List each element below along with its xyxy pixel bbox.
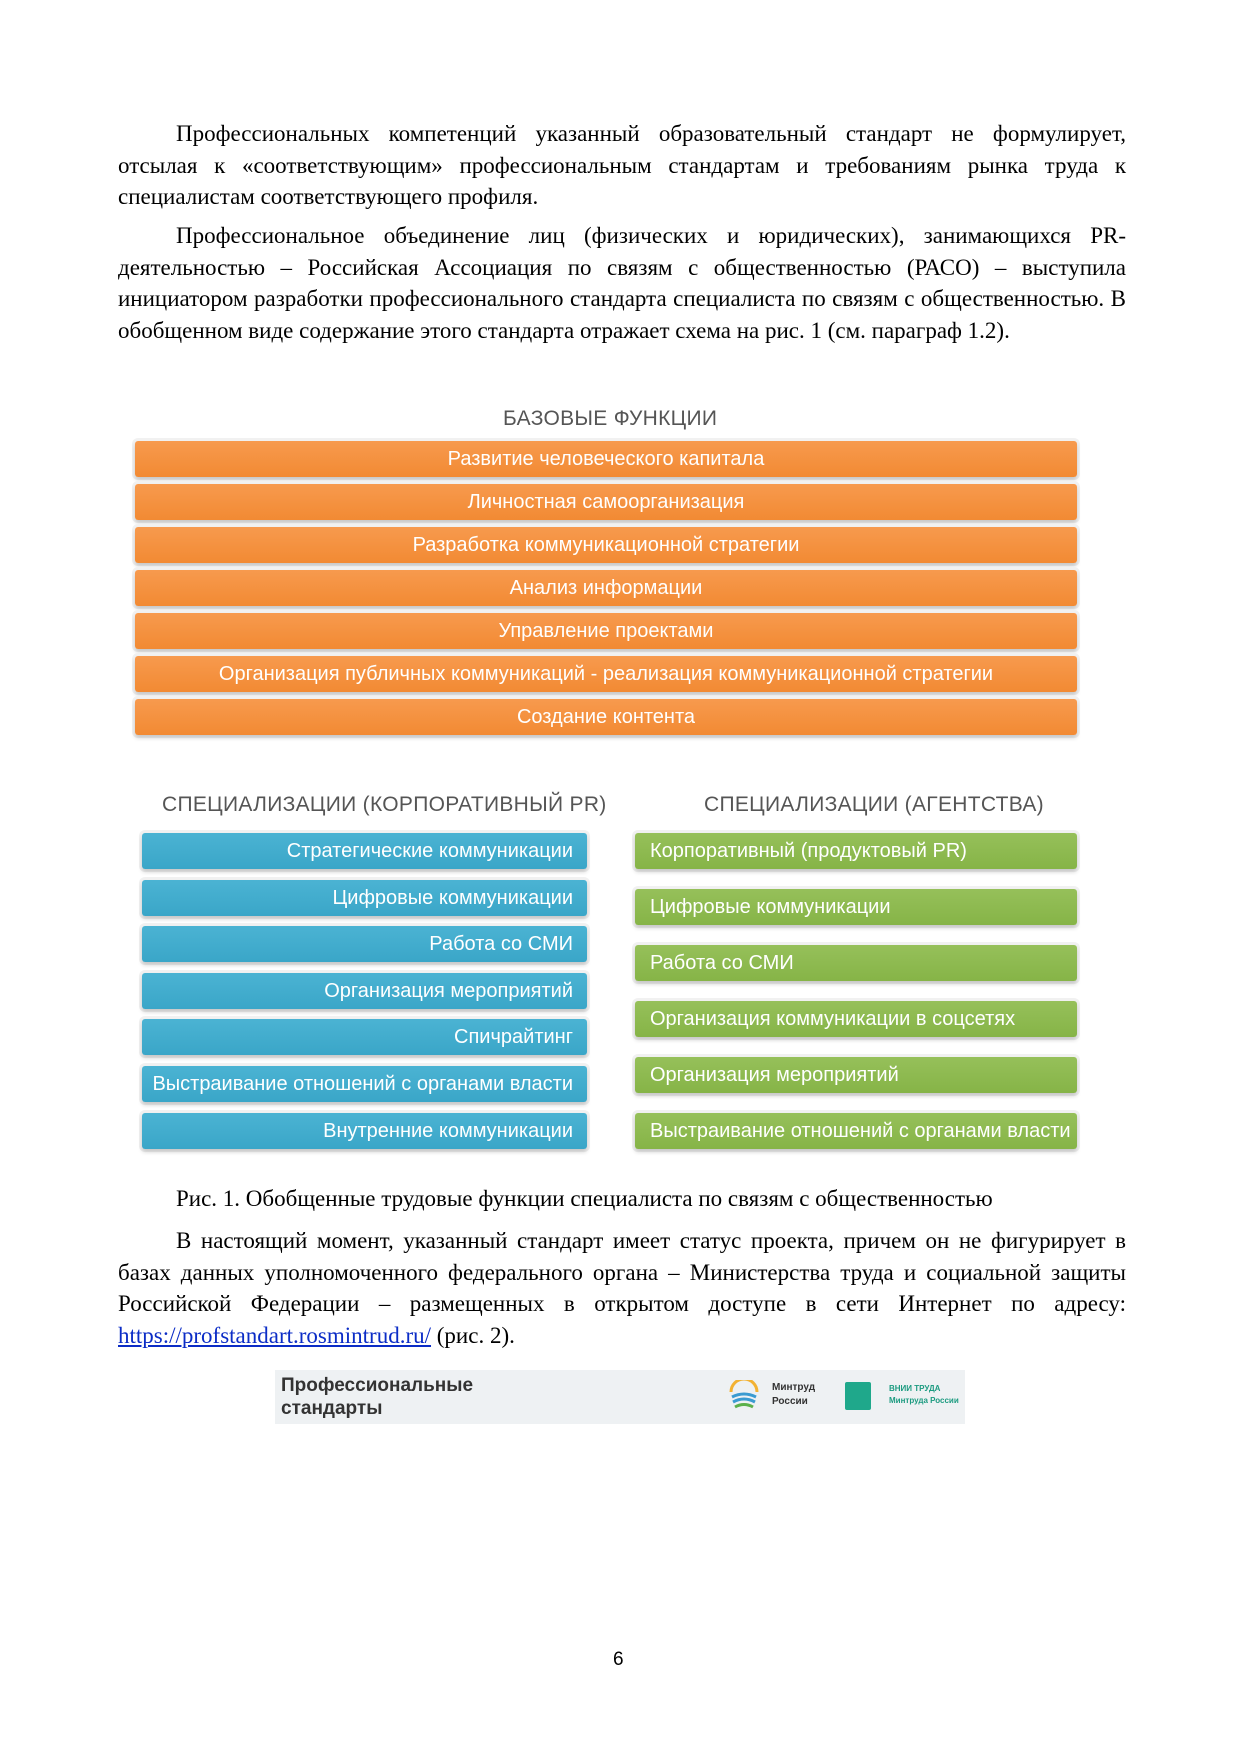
corporate-specialization-bar: Стратегические коммуникации	[142, 833, 587, 869]
corporate-specialization-bar: Организация мероприятий	[142, 973, 587, 1009]
paragraph-3	[118, 1225, 1126, 1352]
corporate-specialization-bar: Выстраивание отношений с органами власти	[142, 1066, 587, 1102]
agency-specializations-title: СПЕЦИАЛИЗАЦИИ (АГЕНТСТВА)	[704, 793, 1044, 816]
corporate-specialization-bar: Работа со СМИ	[142, 926, 587, 962]
base-function-bar: Управление проектами	[135, 613, 1077, 649]
base-function-bar: Личностная самоорганизация	[135, 484, 1077, 520]
page-number: 6	[613, 1649, 624, 1670]
corporate-specialization-bar: Цифровые коммуникации	[142, 880, 587, 916]
professional-standard-diagram	[125, 405, 1085, 1165]
vnii-truda-logo-icon	[845, 1382, 871, 1410]
agency-specialization-bar: Выстраивание отношений с органами власти	[635, 1113, 1077, 1149]
figure-caption: Рис. 1. Обобщенные трудовые функции специалиста по связям с общественностью	[176, 1186, 993, 1211]
corporate-specialization-bar: Спичрайтинг	[142, 1019, 587, 1055]
vnii-truda-logo-text: ВНИИ ТРУДА Минтруда России	[889, 1384, 959, 1405]
agency-specialization-bar: Работа со СМИ	[635, 945, 1077, 981]
corporate-specialization-bar: Внутренние коммуникации	[142, 1113, 587, 1149]
base-function-bar: Создание контента	[135, 699, 1077, 735]
base-functions-title: БАЗОВЫЕ ФУНКЦИИ	[503, 407, 718, 430]
paragraph-3-text: В настоящий момент, указанный стандарт имеет статус проекта, причем он не фигурирует в базах данных уполномоченного федерального органа – Министерства труда и социальной защиты Российской Федерации – размещенных в открытом доступе в сети Интернет по адресу:	[118, 1228, 1126, 1317]
mintrud-logo-icon	[729, 1380, 759, 1412]
agency-specialization-bar: Организация коммуникации в соцсетях	[635, 1001, 1077, 1037]
base-function-bar: Анализ информации	[135, 570, 1077, 606]
agency-specialization-bar: Организация мероприятий	[635, 1057, 1077, 1093]
paragraph-3-tail: (рис. 2).	[431, 1323, 515, 1349]
profstandart-link[interactable]: https://profstandart.rosmintrud.ru/	[118, 1323, 432, 1349]
corporate-specializations-title: СПЕЦИАЛИЗАЦИИ (КОРПОРАТИВНЫЙ PR)	[162, 793, 607, 816]
paragraph-2: Профессиональное объединение лиц (физических и юридических), занимающихся PR-деятельностью – Российская Ассоциация по связям с общественностью (РАСО) – выступила инициатором разработки профессионального стандарта специалиста по связям с общественностью. В обобщенном виде содержание этого стандарта отражает схема на рис. 1 (см. параграф 1.2).	[118, 223, 1126, 344]
base-function-bar: Разработка коммуникационной стратегии	[135, 527, 1077, 563]
base-function-bar: Организация публичных коммуникаций - реализация коммуникационной стратегии	[135, 656, 1077, 692]
agency-specialization-bar: Цифровые коммуникации	[635, 889, 1077, 925]
base-function-bar: Развитие человеческого капитала	[135, 441, 1077, 477]
agency-specialization-bar: Корпоративный (продуктовый PR)	[635, 833, 1077, 869]
profstandart-banner	[275, 1370, 965, 1424]
banner-title: Профессиональные стандарты	[281, 1375, 474, 1419]
mintrud-logo-text: Минтруд России	[772, 1382, 816, 1407]
paragraph-1: Профессиональных компетенций указанный образовательный стандарт не формулирует, отсылая к «соответствующим» профессиональным стандартам и требованиям рынка труда к специалистам соответствующего профиля.	[118, 121, 1126, 210]
